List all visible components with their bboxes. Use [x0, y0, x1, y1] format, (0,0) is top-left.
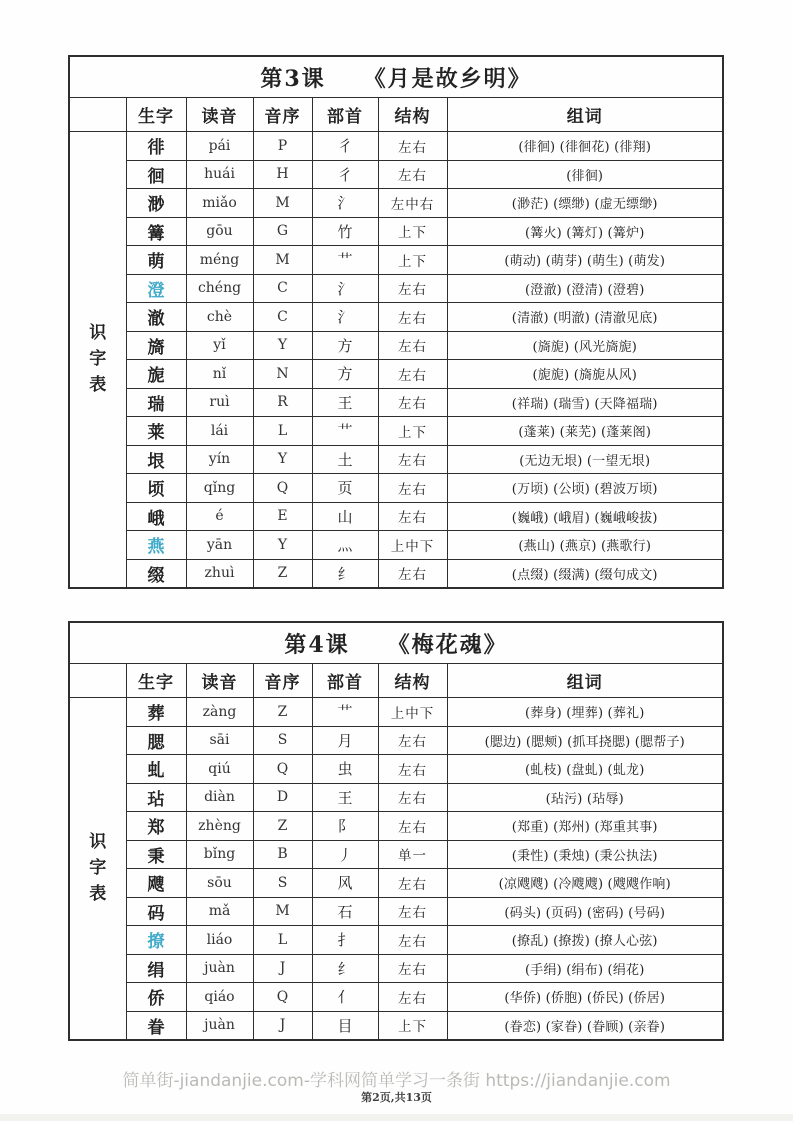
col-header-char: 生字 — [126, 664, 186, 698]
radical-cell: 页 — [312, 474, 378, 503]
words-cell: (点缀) (缀满) (缀句成文) — [447, 559, 723, 588]
structure-cell: 上下 — [378, 1011, 447, 1040]
words-cell: (蓬莱) (莱芜) (蓬莱阁) — [447, 417, 723, 446]
words-cell: (无边无垠) (一望无垠) — [447, 445, 723, 474]
char-row — [69, 331, 723, 360]
char-row — [69, 755, 723, 784]
pinyin-cell: yín — [186, 445, 253, 474]
char-row — [69, 726, 723, 755]
structure-cell: 上下 — [378, 246, 447, 275]
words-cell: (万顷) (公顷) (碧波万顷) — [447, 474, 723, 503]
structure-cell: 上下 — [378, 217, 447, 246]
structure-cell: 左右 — [378, 869, 447, 898]
radical-cell: 彳 — [312, 132, 378, 161]
radical-cell: 土 — [312, 445, 378, 474]
initial-cell: S — [253, 726, 312, 755]
char-cell: 渺 — [126, 189, 186, 218]
structure-cell: 左右 — [378, 274, 447, 303]
pinyin-cell: nǐ — [186, 360, 253, 389]
initial-cell: M — [253, 897, 312, 926]
pinyin-cell: lái — [186, 417, 253, 446]
radical-cell: 虫 — [312, 755, 378, 784]
char-cell: 撩 — [126, 926, 186, 955]
pinyin-cell: sōu — [186, 869, 253, 898]
char-cell: 眷 — [126, 1011, 186, 1040]
lesson-title — [69, 622, 723, 664]
radical-cell: 亻 — [312, 983, 378, 1012]
scan-edge-strip — [0, 1114, 793, 1121]
pinyin-cell: huái — [186, 160, 253, 189]
structure-cell: 左右 — [378, 726, 447, 755]
pinyin-cell: chè — [186, 303, 253, 332]
structure-cell: 左右 — [378, 160, 447, 189]
initial-cell: C — [253, 303, 312, 332]
char-row — [69, 869, 723, 898]
char-cell: 澈 — [126, 303, 186, 332]
char-row — [69, 812, 723, 841]
char-cell: 垠 — [126, 445, 186, 474]
pinyin-cell: méng — [186, 246, 253, 275]
structure-cell: 左右 — [378, 445, 447, 474]
structure-cell: 左右 — [378, 331, 447, 360]
words-cell: (燕山) (燕京) (燕歌行) — [447, 531, 723, 560]
char-row — [69, 474, 723, 503]
words-cell: (徘徊) — [447, 160, 723, 189]
char-cell: 玷 — [126, 783, 186, 812]
initial-cell: P — [253, 132, 312, 161]
char-row — [69, 132, 723, 161]
initial-cell: Z — [253, 559, 312, 588]
char-row — [69, 897, 723, 926]
initial-cell: S — [253, 869, 312, 898]
char-cell: 秉 — [126, 840, 186, 869]
lesson-book-title: 《月是故乡明》 — [363, 65, 532, 92]
words-cell: (徘徊) (徘徊花) (徘翔) — [447, 132, 723, 161]
char-row — [69, 217, 723, 246]
corner-cell — [69, 664, 126, 698]
initial-cell: Y — [253, 531, 312, 560]
structure-cell: 左右 — [378, 954, 447, 983]
initial-cell: C — [253, 274, 312, 303]
initial-cell: B — [253, 840, 312, 869]
char-cell: 旎 — [126, 360, 186, 389]
words-cell: (秉性) (秉烛) (秉公执法) — [447, 840, 723, 869]
radical-cell: 艹 — [312, 698, 378, 727]
pinyin-cell: gōu — [186, 217, 253, 246]
char-cell: 码 — [126, 897, 186, 926]
radical-cell: 方 — [312, 360, 378, 389]
vocab-tables-area — [68, 55, 722, 1041]
char-row — [69, 189, 723, 218]
initial-cell: M — [253, 189, 312, 218]
structure-cell: 左右 — [378, 474, 447, 503]
radical-cell: 彳 — [312, 160, 378, 189]
initial-cell: G — [253, 217, 312, 246]
words-cell: (凉飕飕) (冷飕飕) (飕飕作响) — [447, 869, 723, 898]
structure-cell: 左右 — [378, 303, 447, 332]
char-row — [69, 360, 723, 389]
initial-cell: J — [253, 1011, 312, 1040]
col-header-pinyin: 读音 — [186, 98, 253, 132]
radical-cell: 月 — [312, 726, 378, 755]
pinyin-cell: bǐng — [186, 840, 253, 869]
col-header-char: 生字 — [126, 98, 186, 132]
char-cell: 郑 — [126, 812, 186, 841]
char-row — [69, 840, 723, 869]
initial-cell: E — [253, 502, 312, 531]
pinyin-cell: sāi — [186, 726, 253, 755]
pinyin-cell: qiáo — [186, 983, 253, 1012]
char-row — [69, 698, 723, 727]
words-cell: (澄澈) (澄清) (澄碧) — [447, 274, 723, 303]
char-cell: 侨 — [126, 983, 186, 1012]
structure-cell: 左右 — [378, 360, 447, 389]
side-label-shizibiao: 识 字 表 — [69, 132, 126, 589]
char-cell: 缀 — [126, 559, 186, 588]
char-row — [69, 926, 723, 955]
initial-cell: D — [253, 783, 312, 812]
char-cell: 篝 — [126, 217, 186, 246]
char-cell: 瑞 — [126, 388, 186, 417]
lesson-title-row — [69, 622, 723, 664]
col-header-radical: 部首 — [312, 98, 378, 132]
initial-cell: H — [253, 160, 312, 189]
char-cell: 徘 — [126, 132, 186, 161]
radical-cell: 丿 — [312, 840, 378, 869]
radical-cell: 山 — [312, 502, 378, 531]
structure-cell: 左右 — [378, 502, 447, 531]
char-row — [69, 502, 723, 531]
initial-cell: Y — [253, 331, 312, 360]
pinyin-cell: juàn — [186, 954, 253, 983]
lesson-book-title: 《梅花魂》 — [387, 631, 508, 658]
words-cell: (手绢) (绢布) (绢花) — [447, 954, 723, 983]
char-cell: 葬 — [126, 698, 186, 727]
col-header-words: 组词 — [447, 664, 723, 698]
structure-cell: 左右 — [378, 926, 447, 955]
pinyin-cell: ruì — [186, 388, 253, 417]
radical-cell: 目 — [312, 1011, 378, 1040]
initial-cell: Q — [253, 474, 312, 503]
char-cell: 峨 — [126, 502, 186, 531]
initial-cell: R — [253, 388, 312, 417]
words-cell: (虬枝) (盘虬) (虬龙) — [447, 755, 723, 784]
initial-cell: M — [253, 246, 312, 275]
initial-cell: N — [253, 360, 312, 389]
structure-cell: 左右 — [378, 783, 447, 812]
words-cell: (篝火) (篝灯) (篝炉) — [447, 217, 723, 246]
char-cell: 燕 — [126, 531, 186, 560]
lesson-4-table — [68, 621, 724, 1041]
char-row — [69, 274, 723, 303]
char-cell: 萌 — [126, 246, 186, 275]
words-cell: (旖旎) (风光旖旎) — [447, 331, 723, 360]
pinyin-cell: zhuì — [186, 559, 253, 588]
words-cell: (渺茫) (缥缈) (虚无缥缈) — [447, 189, 723, 218]
col-header-radical: 部首 — [312, 664, 378, 698]
pinyin-cell: zhèng — [186, 812, 253, 841]
pinyin-cell: diàn — [186, 783, 253, 812]
pinyin-cell: mǎ — [186, 897, 253, 926]
lesson-number: 第3课 — [260, 65, 326, 92]
words-cell: (萌动) (萌芽) (萌生) (萌发) — [447, 246, 723, 275]
char-row — [69, 246, 723, 275]
col-header-initial: 音序 — [253, 664, 312, 698]
words-cell: (清澈) (明澈) (清澈见底) — [447, 303, 723, 332]
char-cell: 莱 — [126, 417, 186, 446]
pinyin-cell: yān — [186, 531, 253, 560]
radical-cell: 王 — [312, 388, 378, 417]
lesson-3-table — [68, 55, 724, 589]
structure-cell: 左右 — [378, 559, 447, 588]
words-cell: (腮边) (腮颊) (抓耳挠腮) (腮帮子) — [447, 726, 723, 755]
initial-cell: Z — [253, 812, 312, 841]
words-cell: (华侨) (侨胞) (侨民) (侨居) — [447, 983, 723, 1012]
footer-page-number: 第2页,共13页 — [361, 1091, 432, 1104]
col-header-initial: 音序 — [253, 98, 312, 132]
words-cell: (码头) (页码) (密码) (号码) — [447, 897, 723, 926]
structure-cell: 单一 — [378, 840, 447, 869]
radical-cell: 王 — [312, 783, 378, 812]
lesson-title-row — [69, 56, 723, 98]
structure-cell: 左右 — [378, 897, 447, 926]
radical-cell: 方 — [312, 331, 378, 360]
words-cell: (巍峨) (峨眉) (巍峨峻拔) — [447, 502, 723, 531]
col-header-pinyin: 读音 — [186, 664, 253, 698]
initial-cell: L — [253, 417, 312, 446]
col-header-structure: 结构 — [378, 98, 447, 132]
char-row — [69, 783, 723, 812]
char-row — [69, 445, 723, 474]
column-header-row — [69, 664, 723, 698]
char-cell: 旖 — [126, 331, 186, 360]
radical-cell: 氵 — [312, 303, 378, 332]
char-row — [69, 559, 723, 588]
structure-cell: 左右 — [378, 755, 447, 784]
lesson-title — [69, 56, 723, 98]
col-header-structure: 结构 — [378, 664, 447, 698]
char-cell: 顷 — [126, 474, 186, 503]
char-cell: 澄 — [126, 274, 186, 303]
pinyin-cell: zàng — [186, 698, 253, 727]
initial-cell: L — [253, 926, 312, 955]
char-cell: 飕 — [126, 869, 186, 898]
col-header-words: 组词 — [447, 98, 723, 132]
pinyin-cell: pái — [186, 132, 253, 161]
char-cell: 腮 — [126, 726, 186, 755]
lesson-number: 第4课 — [284, 631, 350, 658]
pinyin-cell: chéng — [186, 274, 253, 303]
initial-cell: Q — [253, 983, 312, 1012]
radical-cell: 氵 — [312, 274, 378, 303]
char-cell: 徊 — [126, 160, 186, 189]
structure-cell: 左右 — [378, 812, 447, 841]
pinyin-cell: yǐ — [186, 331, 253, 360]
radical-cell: 竹 — [312, 217, 378, 246]
words-cell: (郑重) (郑州) (郑重其事) — [447, 812, 723, 841]
char-row — [69, 531, 723, 560]
structure-cell: 上中下 — [378, 698, 447, 727]
char-cell: 绢 — [126, 954, 186, 983]
radical-cell: 阝 — [312, 812, 378, 841]
radical-cell: 纟 — [312, 954, 378, 983]
initial-cell: J — [253, 954, 312, 983]
radical-cell: 灬 — [312, 531, 378, 560]
char-row — [69, 983, 723, 1012]
words-cell: (旎旎) (旖旎从风) — [447, 360, 723, 389]
pinyin-cell: é — [186, 502, 253, 531]
char-row — [69, 1011, 723, 1040]
char-row — [69, 160, 723, 189]
radical-cell: 氵 — [312, 189, 378, 218]
column-header-row — [69, 98, 723, 132]
structure-cell: 左右 — [378, 132, 447, 161]
radical-cell: 扌 — [312, 926, 378, 955]
structure-cell: 左中右 — [378, 189, 447, 218]
char-row — [69, 417, 723, 446]
pinyin-cell: juàn — [186, 1011, 253, 1040]
radical-cell: 艹 — [312, 417, 378, 446]
words-cell: (祥瑞) (瑞雪) (天降福瑞) — [447, 388, 723, 417]
structure-cell: 左右 — [378, 388, 447, 417]
structure-cell: 上中下 — [378, 531, 447, 560]
radical-cell: 石 — [312, 897, 378, 926]
words-cell: (玷污) (玷辱) — [447, 783, 723, 812]
char-cell: 虬 — [126, 755, 186, 784]
radical-cell: 艹 — [312, 246, 378, 275]
initial-cell: Q — [253, 755, 312, 784]
words-cell: (眷恋) (家眷) (眷顾) (亲眷) — [447, 1011, 723, 1040]
initial-cell: Y — [253, 445, 312, 474]
words-cell: (撩乱) (撩拨) (撩人心弦) — [447, 926, 723, 955]
radical-cell: 风 — [312, 869, 378, 898]
pinyin-cell: liáo — [186, 926, 253, 955]
corner-cell — [69, 98, 126, 132]
side-label-shizibiao: 识 字 表 — [69, 698, 126, 1041]
pinyin-cell: miǎo — [186, 189, 253, 218]
char-row — [69, 388, 723, 417]
radical-cell: 纟 — [312, 559, 378, 588]
char-row — [69, 954, 723, 983]
footer-site-line: 简单街-jiandanjie.com-学科网简单学习一条街 https://jiandanjie.com — [122, 1071, 671, 1091]
pinyin-cell: qǐng — [186, 474, 253, 503]
structure-cell: 上下 — [378, 417, 447, 446]
structure-cell: 左右 — [378, 983, 447, 1012]
pinyin-cell: qiú — [186, 755, 253, 784]
char-row — [69, 303, 723, 332]
words-cell: (葬身) (埋葬) (葬礼) — [447, 698, 723, 727]
initial-cell: Z — [253, 698, 312, 727]
